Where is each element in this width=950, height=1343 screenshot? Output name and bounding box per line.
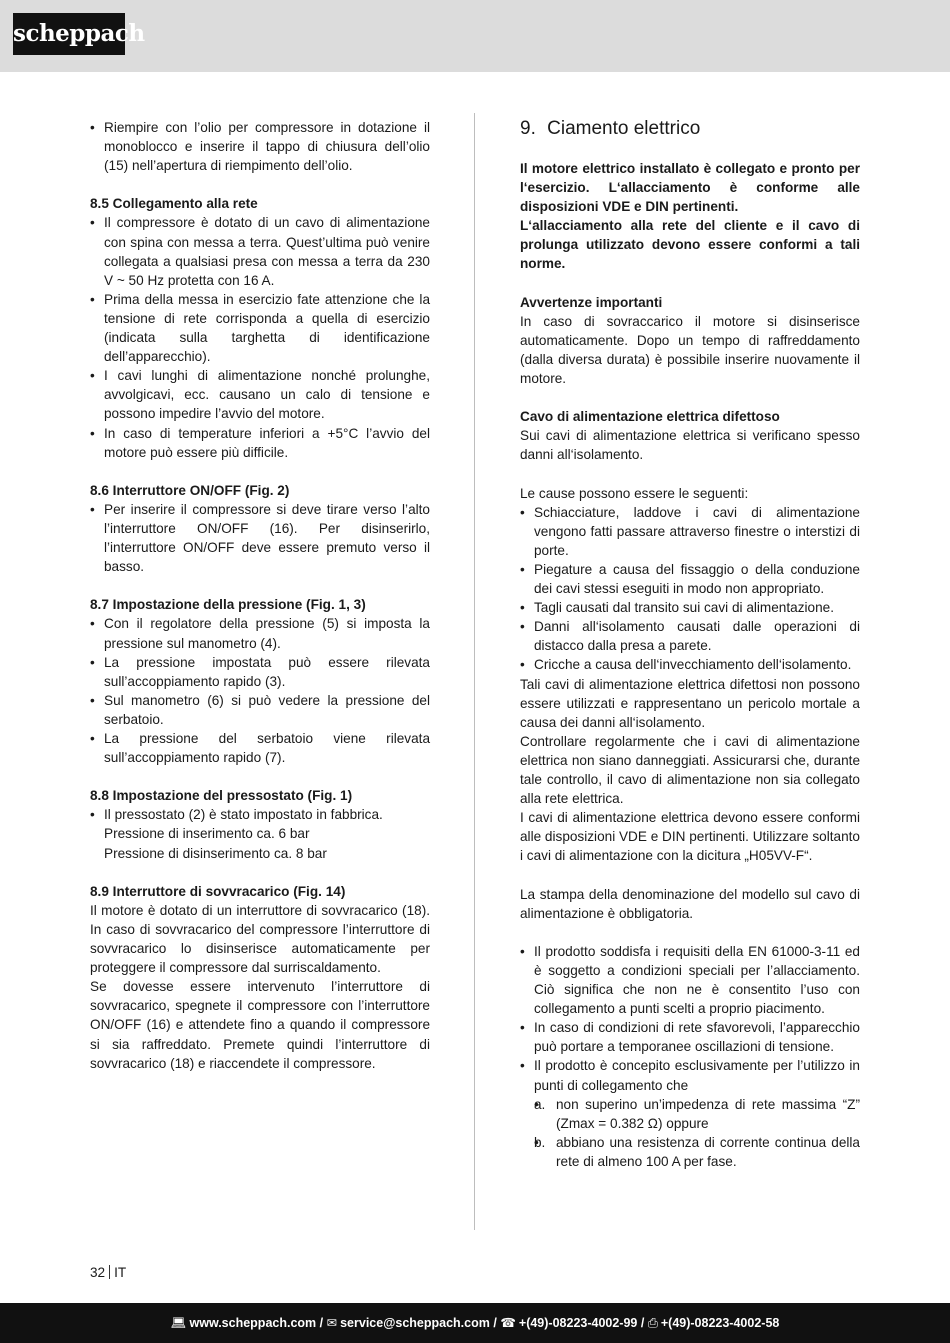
list-item: • Per inserire il compressore si deve tirare verso l’alto l’interruttore ON/OFF (16). Per disinserirlo, l’interruttore ON/OFF deve essere premuto verso il basso.: [90, 500, 430, 576]
list-item: [520, 1056, 860, 1171]
column-divider: [474, 113, 475, 1230]
sub-list: [534, 1095, 860, 1171]
causes-list: [520, 503, 860, 675]
section-number: 9.: [520, 118, 536, 139]
phone-icon: ☎︎: [500, 1316, 516, 1330]
footer-separator: /: [640, 1316, 645, 1330]
section-8-7-list: [90, 614, 430, 767]
list-item: • Piegature a causa del fissaggio o della conduzione dei cavi stessi eseguiti in modo non appropriato.: [520, 560, 860, 598]
pressure-on-line: Pressione di inserimento ca. 6 bar: [104, 826, 310, 842]
paragraph: Il motore è dotato di un interruttore di sovvracarico (18). In caso di sovvracarico del compressore l’interruttore di sovvracarico lo disinserisce automaticamente per proteggere il compressore dal surriscaldamento.: [90, 902, 430, 976]
list-item: • La pressione impostata può essere rilevata sull’accoppiamento rapido (3).: [90, 653, 430, 691]
requirements-list: [520, 942, 860, 1171]
paragraph: Tali cavi di alimentazione elettrica difettosi non possono essere utilizzati e rappresentano un pericolo mortale a causa dei danni all‘isolamento.: [520, 676, 860, 730]
warnings-heading: Avvertenze importanti: [520, 294, 663, 310]
section-8-8-list: [90, 805, 430, 824]
scheppach-logo: scheppach: [13, 13, 125, 55]
sub-list-marker: • b.: [534, 1134, 546, 1150]
page-language: IT: [114, 1265, 127, 1280]
section-heading-8-8: 8.8 Impostazione del pressostato (Fig. 1): [90, 788, 353, 804]
page-number-value: 32: [90, 1265, 106, 1280]
section-heading-8-6: 8.6 Interruttore ON/OFF (Fig. 2): [90, 482, 290, 498]
list-item: • Con il regolatore della pressione (5) si imposta la pressione sul manometro (4).: [90, 614, 430, 652]
fax-number: +(49)-08223-4002-58: [660, 1316, 780, 1330]
list-item: • I cavi lunghi di alimentazione nonché prolunghe, avvolgicavi, ecc. causano un calo di tensione e possono impedire l’avvio del motore.: [90, 366, 430, 423]
page-number: [90, 1265, 126, 1280]
website-link[interactable]: www.scheppach.com: [189, 1316, 317, 1330]
list-item: • La pressione del serbatoio viene rilevata sull’accoppiamento rapido (7).: [90, 729, 430, 767]
list-item: • In caso di condizioni di rete sfavorevoli, l’apparecchio può portare a temporanee oscillazioni di tensione.: [520, 1018, 860, 1056]
section-8-5-list: [90, 213, 430, 461]
paragraph: In caso di sovraccarico il motore si disinserisce automaticamente. Dopo un tempo di raffreddamento (dalla diversa durata) è possibile inserire nuovamente il motore.: [520, 313, 860, 387]
intro-list: [90, 118, 430, 175]
email-icon: ✉︎: [326, 1316, 338, 1330]
list-item: • Cricche a causa dell‘invecchiamento dell‘isolamento.: [520, 655, 860, 674]
sub-list-marker: • a.: [534, 1096, 546, 1112]
list-item: • Sul manometro (6) si può vedere la pressione del serbatoio.: [90, 691, 430, 729]
list-item-text: Il prodotto è concepito esclusivamente per l’utilizzo in punti di collegamento che: [534, 1058, 860, 1093]
causes-intro: Le cause possono essere le seguenti:: [520, 485, 749, 501]
paragraph: Controllare regolarmente che i cavi di alimentazione elettrica non siano danneggiati. Assicurarsi che, durante tale controllo, il cavo di alimentazione non sia collegato alla rete elettrica.: [520, 733, 860, 807]
footer-separator: /: [493, 1316, 497, 1330]
paragraph: La stampa della denominazione del modello sul cavo di alimentazione è obbligatoria.: [520, 886, 860, 921]
sub-list-item: [534, 1095, 860, 1133]
list-item: • Il compressore è dotato di un cavo di alimentazione con spina con messa a terra. Quest’ultima può venire collegata a qualsiasi presa con messa a terra da 230 V ~ 50 Hz protetta con 16 A.: [90, 213, 430, 289]
list-item: • Prima della messa in esercizio fate attenzione che la tensione di rete corrisponda a quella di esercizio (indicata sulla targhetta di identificazione dell’apparecchio).: [90, 290, 430, 366]
paragraph: Sui cavi di alimentazione elettrica si verificano spesso danni all‘isolamento.: [520, 428, 860, 463]
page-header: [0, 0, 950, 72]
defective-cable-heading: Cavo di alimentazione elettrica difettoso: [520, 409, 780, 425]
page-footer: [0, 1303, 950, 1343]
pressure-off-line: Pressione di disinserimento ca. 8 bar: [104, 845, 327, 861]
footer-separator: /: [319, 1316, 324, 1330]
sub-list-text: non superino un’impedenza di rete massima “Z” (Zmax = 0.382 Ω) oppure: [556, 1096, 860, 1131]
section-heading-9: [520, 118, 860, 140]
computer-icon: 💻︎: [170, 1316, 187, 1330]
list-item: • In caso di temperature inferiori a +5°C l’avvio del motore può essere più difficile.: [90, 424, 430, 462]
list-item: • Tagli causati dal transito sui cavi di alimentazione.: [520, 598, 860, 617]
paragraph: Se dovesse essere intervenuto l’interruttore di sovvracarico, spegnete il compressore con l’interruttore ON/OFF (16) e attendete fino a quando il compressore si sia raffreddato. Premete quindi l’interruttore di sovvracarico (18) e riaccendete il compressore.: [90, 979, 430, 1071]
list-item: • Il pressostato (2) è stato impostato in fabbrica.: [90, 805, 430, 824]
bold-intro-paragraph: L‘allacciamento alla rete del cliente e il cavo di prolunga utilizzato devono essere conformi a tali norme.: [520, 218, 860, 272]
sub-list-item: [534, 1133, 860, 1171]
list-item: • Schiacciature, laddove i cavi di alimentazione vengono fatti passare attraverso finestre o interstizi di porte.: [520, 503, 860, 560]
right-column: [520, 118, 860, 1171]
section-title: Ciamento elettrico: [547, 118, 701, 139]
phone-number: +(49)-08223-4002-99: [518, 1316, 638, 1330]
section-8-6-list: [90, 500, 430, 576]
email-link[interactable]: service@scheppach.com: [340, 1316, 490, 1330]
list-item: • Riempire con l’olio per compressore in dotazione il monoblocco e inserire il tappo di chiusura dell’olio (15) nell’apertura di riempimento dell’olio.: [90, 118, 430, 175]
bold-intro-paragraph: Il motore elettrico installato è collegato e pronto per l‘esercizio. L‘allacciamento è conforme alle disposizioni VDE e DIN pertinenti.: [520, 161, 860, 215]
sub-list-text: abbiano una resistenza di corrente continua della rete di almeno 100 A per fase.: [556, 1134, 860, 1169]
page-number-separator: [109, 1265, 110, 1279]
section-heading-8-9: 8.9 Interruttore di sovvracarico (Fig. 14): [90, 883, 346, 899]
left-column: [90, 118, 430, 1073]
list-item: • Danni all‘isolamento causati dalle operazioni di distacco dalla presa a parete.: [520, 617, 860, 655]
section-heading-8-5: 8.5 Collegamento alla rete: [90, 196, 258, 212]
fax-icon: ⎙: [647, 1316, 658, 1330]
section-heading-8-7: 8.7 Impostazione della pressione (Fig. 1, 3): [90, 597, 366, 613]
paragraph: I cavi di alimentazione elettrica devono essere conformi alle disposizioni VDE e DIN pertinenti. Utilizzare soltanto i cavi di alimentazione con la dicitura „H05VV-F“.: [520, 810, 860, 864]
list-item: • Il prodotto soddisfa i requisiti della EN 61000-3-11 ed è soggetto a condizioni speciali per l’allacciamento. Ciò significa che non ne è consentito l’uso con collegamento a punti scelti a proprio piacimento.: [520, 942, 860, 1018]
